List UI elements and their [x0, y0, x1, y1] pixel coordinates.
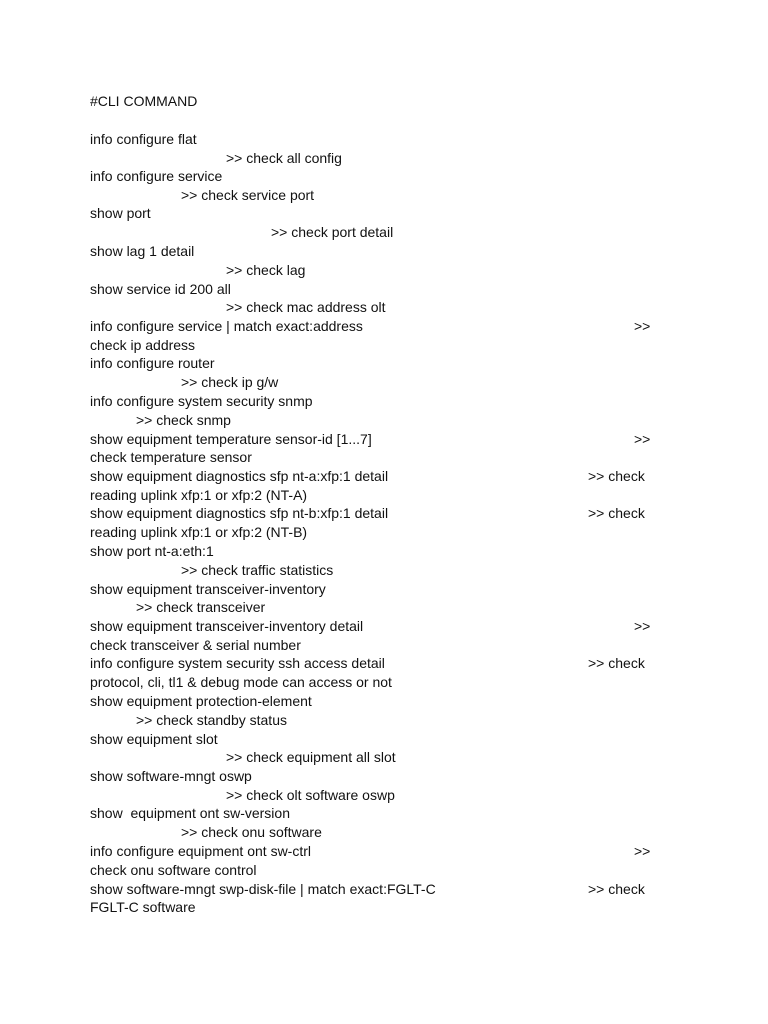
- command-note-wrap: check temperature sensor: [90, 449, 252, 465]
- command-note-tail: >> check: [588, 655, 645, 671]
- command-line: show equipment transceiver-inventory detail: [90, 618, 364, 634]
- command-line: show port nt-a:eth:1: [90, 543, 214, 559]
- command-line: info configure service | match exact:address: [90, 318, 363, 334]
- command-note: >> check snmp: [136, 412, 231, 428]
- command-note-wrap: protocol, cli, tl1 & debug mode can access or not: [90, 674, 392, 690]
- command-note-tail: >>: [634, 843, 651, 859]
- command-note-wrap: check ip address: [90, 337, 196, 353]
- command-line: info configure flat: [90, 131, 197, 147]
- command-line: show software-mngt oswp: [90, 768, 252, 784]
- command-line: info configure service: [90, 168, 223, 184]
- command-line: show equipment transceiver-inventory: [90, 581, 326, 597]
- command-line: show equipment diagnostics sfp nt-a:xfp:1 detail: [90, 468, 389, 484]
- command-note: >> check olt software oswp: [226, 787, 395, 803]
- command-note: >> check ip g/w: [181, 374, 279, 390]
- command-note-wrap: FGLT-C software: [90, 899, 196, 915]
- command-note-tail: >>: [634, 431, 651, 447]
- command-line: info configure router: [90, 355, 215, 371]
- command-note: >> check all config: [226, 150, 342, 166]
- command-line: show lag 1 detail: [90, 243, 195, 259]
- command-line: show equipment temperature sensor-id [1...7]: [90, 431, 372, 447]
- command-line: show equipment slot: [90, 731, 218, 747]
- command-note: >> check transceiver: [136, 599, 266, 615]
- command-note-tail: >> check: [588, 468, 645, 484]
- command-note-wrap: reading uplink xfp:1 or xfp:2 (NT-A): [90, 487, 308, 503]
- command-note-tail: >> check: [588, 881, 645, 897]
- command-line: info configure equipment ont sw-ctrl: [90, 843, 311, 859]
- command-line: show equipment ont sw-version: [90, 805, 290, 821]
- command-note: >> check equipment all slot: [226, 749, 396, 765]
- command-note: >> check mac address olt: [226, 299, 386, 315]
- command-note: >> check standby status: [136, 712, 287, 728]
- command-note: >> check onu software: [181, 824, 322, 840]
- command-note-wrap: reading uplink xfp:1 or xfp:2 (NT-B): [90, 524, 308, 540]
- command-note: >> check service port: [181, 187, 315, 203]
- command-note: >> check traffic statistics: [181, 562, 334, 578]
- command-line: show service id 200 all: [90, 281, 231, 297]
- command-note-tail: >> check: [588, 505, 645, 521]
- command-note-wrap: check transceiver & serial number: [90, 637, 301, 653]
- command-note: >> check port detail: [271, 224, 394, 240]
- command-note: >> check lag: [226, 262, 306, 278]
- command-note-tail: >>: [634, 618, 651, 634]
- command-note-tail: >>: [634, 318, 651, 334]
- command-line: show software-mngt swp-disk-file | match exact:FGLT-C: [90, 881, 436, 897]
- command-line: show port: [90, 205, 151, 221]
- command-note-wrap: check onu software control: [90, 862, 257, 878]
- command-line: show equipment protection-element: [90, 693, 312, 709]
- command-line: show equipment diagnostics sfp nt-b:xfp:1 detail: [90, 505, 389, 521]
- command-line: info configure system security ssh access detail: [90, 655, 385, 671]
- command-line: info configure system security snmp: [90, 393, 313, 409]
- page-title: #CLI COMMAND: [90, 93, 198, 109]
